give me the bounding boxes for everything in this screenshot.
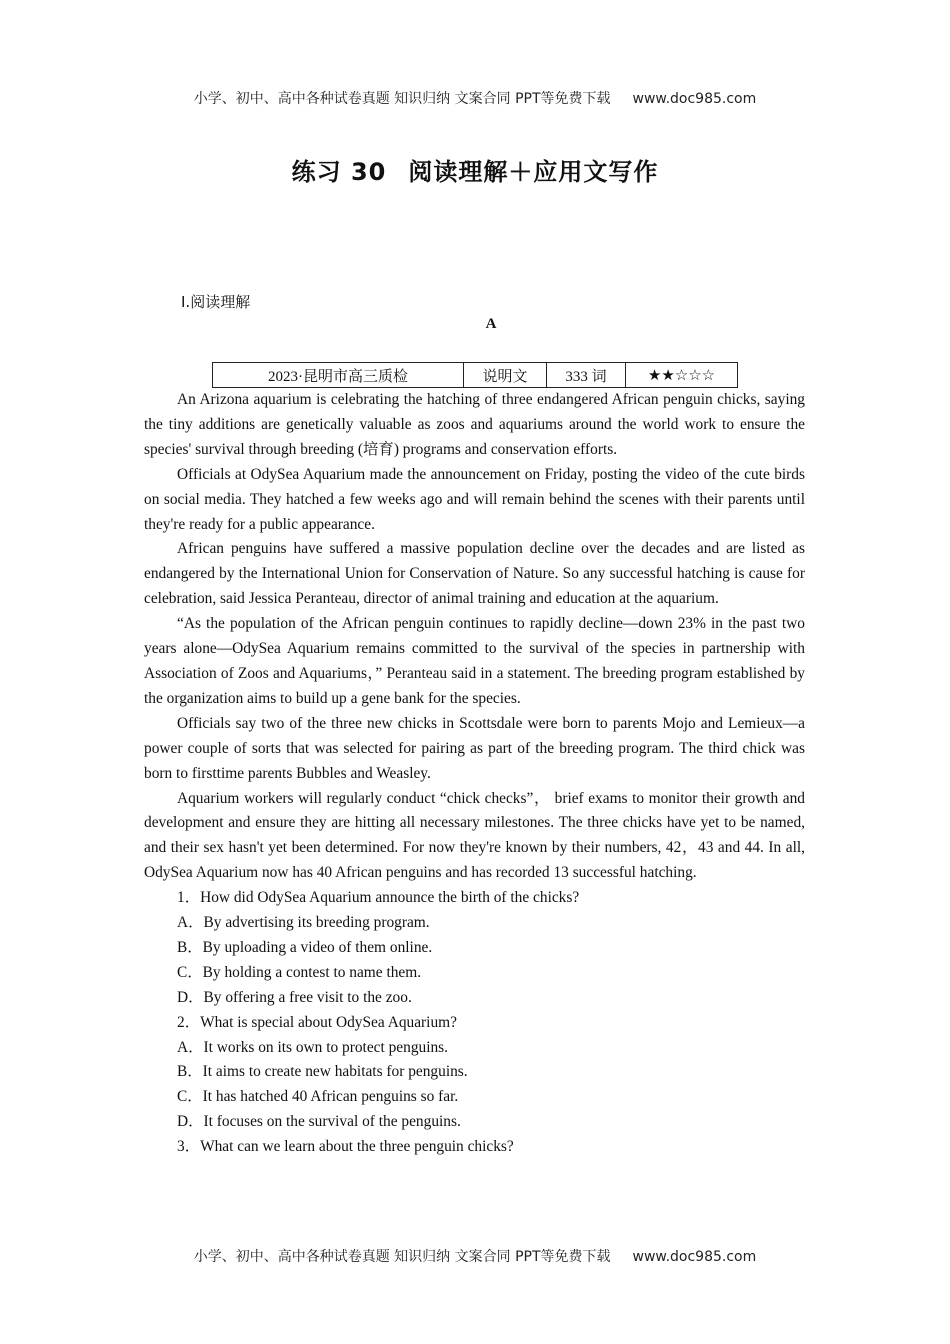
passage-paragraph: Officials say two of the three new chicks in Scottsdale were born to parents Mojo and Lemieux—a power couple of sorts that was selected for pairing as part of the breeding program. The third chick was born to firsttime parents Bubbles and Weasley. (144, 714, 805, 782)
passage-paragraph: An Arizona aquarium is celebrating the hatching of three endangered African penguin chicks, saying the tiny additions are genetically valuable as zoos and aquariums around the world work to ensure the species' survival through breeding (培育) programs and conservation efforts. (144, 391, 805, 458)
answer-option: C．By holding a contest to name them. (177, 963, 422, 981)
answer-option: A．By advertising its breeding program. (177, 914, 430, 932)
info-difficulty-stars: ★★☆☆☆ (626, 363, 738, 388)
page-header (0, 88, 950, 108)
question-stem: 2．What is special about OdySea Aquarium? (177, 1013, 457, 1031)
header-text: 小学、初中、高中各种试卷真题 知识归纳 文案合同 PPT等免费下载 (193, 91, 611, 107)
passage-info-table (212, 362, 738, 388)
footer-url[interactable]: www.doc985.com (632, 1249, 757, 1265)
answer-option: A．It works on its own to protect penguins. (177, 1038, 449, 1056)
question-stem: 3．What can we learn about the three penguin chicks? (177, 1138, 514, 1156)
page-title (0, 152, 950, 187)
section-label: Ⅰ.阅读理解 (181, 293, 251, 311)
page-footer (0, 1246, 950, 1266)
passage-content (144, 388, 805, 1160)
passage-paragraph: Aquarium workers will regularly conduct “chick checks”， brief exams to monitor their growth and development and ensure they are hitting all necessary milestones. The three chicks have yet to be named, and their sex hasn't yet been determined. For now they're known by their numbers, 42，43 and 44. In all, OdySea Aquarium now has 40 African penguins and has recorded 13 successful hatching. (144, 789, 805, 882)
info-source: 2023·昆明市高三质检 (213, 363, 464, 388)
passage-paragraph: African penguins have suffered a massive population decline over the decades and are listed as endangered by the International Union for Conservation of Nature. So any successful hatching is cause for celebration, said Jessica Peranteau, director of animal training and education at the aquarium. (144, 540, 805, 608)
question-stem: 1．How did OdySea Aquarium announce the birth of the chicks? (177, 889, 580, 907)
passage-paragraph: Officials at OdySea Aquarium made the announcement on Friday, posting the video of the cute birds on social media. They hatched a few weeks ago and will remain behind the scenes with their parents until they're ready for a public appearance. (144, 465, 805, 533)
info-genre: 说明文 (464, 363, 547, 388)
answer-option: B．By uploading a video of them online. (177, 938, 433, 956)
passage-paragraph: “As the population of the African penguin continues to rapidly decline—down 23% in the past two years alone—OdySea Aquarium remains committed to the survival of the species in partnership with Association of Zoos and Aquariums，” Peranteau said in a statement. The breeding program established by the organization aims to build up a gene bank for the species. (144, 615, 805, 707)
title-exercise-number: 练习 30 (291, 158, 387, 186)
title-topic: 阅读理解＋应用文写作 (408, 158, 659, 186)
answer-option: D．It focuses on the survival of the penguins. (177, 1113, 461, 1131)
answer-option: D．By offering a free visit to the zoo. (177, 988, 412, 1006)
footer-text: 小学、初中、高中各种试卷真题 知识归纳 文案合同 PPT等免费下载 (193, 1249, 611, 1265)
answer-option: C．It has hatched 40 African penguins so far. (177, 1088, 459, 1106)
passage-label: A (485, 316, 497, 332)
answer-option: B．It aims to create new habitats for penguins. (177, 1063, 468, 1081)
header-url[interactable]: www.doc985.com (632, 91, 757, 107)
info-word-count: 333 词 (547, 363, 626, 388)
